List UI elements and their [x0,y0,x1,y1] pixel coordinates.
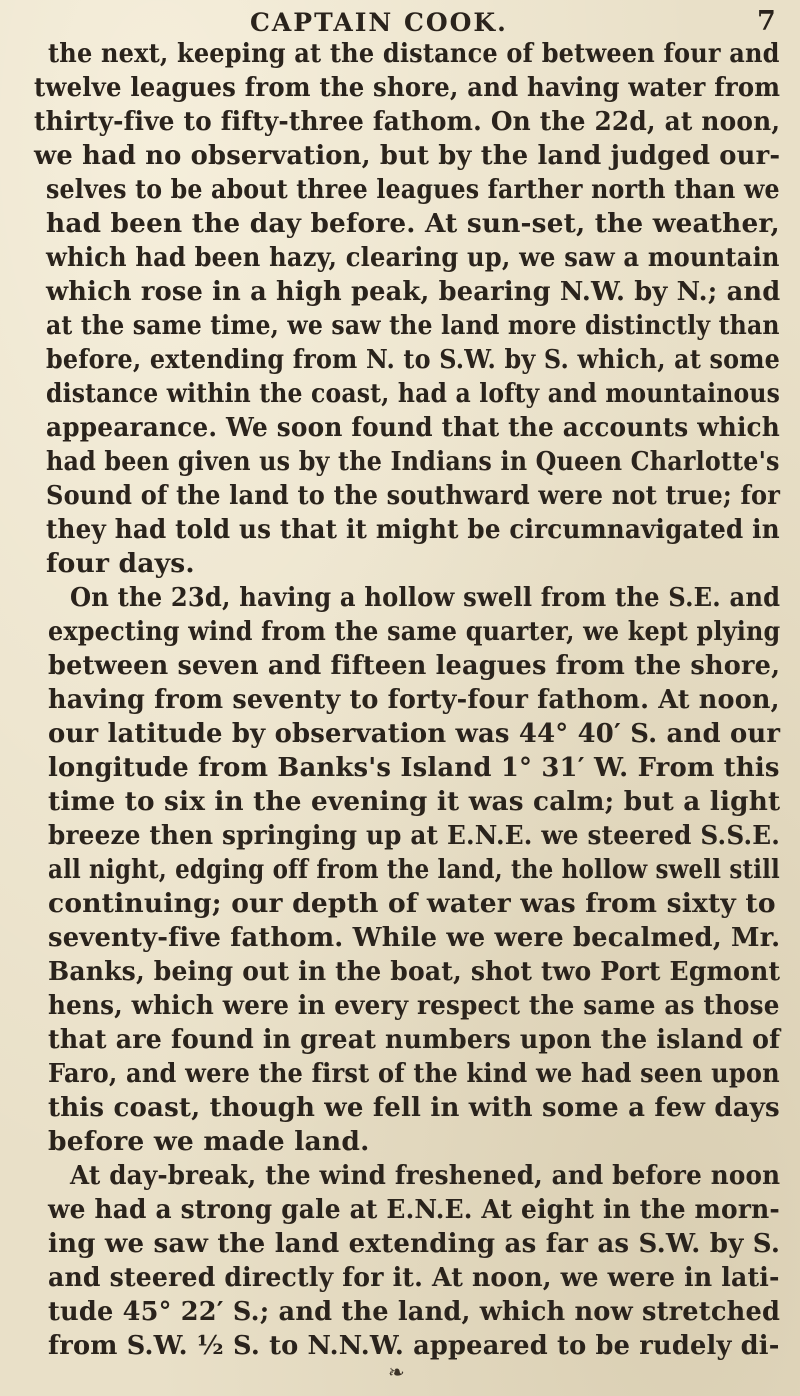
text-line: having from seventy to forty-four fathom. At noon, [48,684,780,715]
running-head [0,6,800,40]
text-line: from S.W. ½ S. to N.N.W. appeared to be rudely di- [48,1330,780,1361]
text-line: Sound of the land to the southward were not true; for [46,480,781,511]
text-line: ing we saw the land extending as far as S.W. by S. [48,1228,781,1259]
text-line: tude 45° 22′ S.; and the land, which now stretched [48,1296,781,1327]
running-title: CAPTAIN COOK. [250,8,508,37]
text-line: Faro, and were the first of the kind we had seen upon [48,1058,780,1089]
text-line: expecting wind from the same quarter, we kept plying [48,616,781,647]
text-line: the next, keeping at the distance of between four and [48,38,780,69]
text-line: which had been hazy, clearing up, we saw a mountain [46,242,780,273]
text-line: selves to be about three leagues farther north than we [46,174,780,205]
text-line: distance within the coast, had a lofty and mountainous [46,378,781,409]
text-line: that are found in great numbers upon the island of [48,1024,781,1055]
text-line: our latitude by observation was 44° 40′ S. and our [48,718,781,749]
text-line: hens, which were in every respect the same as those [48,990,780,1021]
text-line: they had told us that it might be circumnavigated in [46,514,780,545]
ornament-icon: ❧ [388,1360,405,1384]
text-line: before we made land. [48,1126,370,1157]
text-line: thirty-five to fifty-three fathom. On the 22d, at noon, [34,106,781,137]
text-line: Banks, being out in the boat, shot two Port Egmont [48,956,781,987]
text-line: four days. [46,548,195,579]
text-line: and steered directly for it. At noon, we were in lati- [48,1262,780,1293]
page-number: 7 [757,6,776,37]
text-line: breeze then springing up at E.N.E. we steered S.S.E. [48,820,781,851]
text-line: which rose in a high peak, bearing N.W. by N.; and [46,276,781,307]
text-line: had been the day before. At sun-set, the weather, [46,208,780,239]
text-line: On the 23d, having a hollow swell from the S.E. and [70,582,781,613]
text-line: longitude from Banks's Island 1° 31′ W. From this [48,752,780,783]
text-line: we had a strong gale at E.N.E. At eight in the morn- [48,1194,780,1225]
text-line: between seven and fifteen leagues from the shore, [48,650,781,681]
text-line: continuing; our depth of water was from sixty to [48,888,776,919]
text-line: At day-break, the wind freshened, and before noon [70,1160,781,1191]
text-line: had been given us by the Indians in Queen Charlotte's [46,446,780,477]
text-line: seventy-five fathom. While we were becalmed, Mr. [48,922,781,953]
text-line: at the same time, we saw the land more distinctly than [46,310,780,341]
text-line: all night, edging off from the land, the hollow swell still [48,854,780,885]
text-line: time to six in the evening it was calm; but a light [48,786,781,817]
text-line: before, extending from N. to S.W. by S. which, at some [46,344,781,375]
text-line: twelve leagues from the shore, and having water from [34,72,781,103]
text-line: this coast, though we fell in with some a few days [48,1092,780,1123]
text-line: we had no observation, but by the land judged our- [34,140,781,171]
text-line: appearance. We soon found that the accounts which [46,412,781,443]
